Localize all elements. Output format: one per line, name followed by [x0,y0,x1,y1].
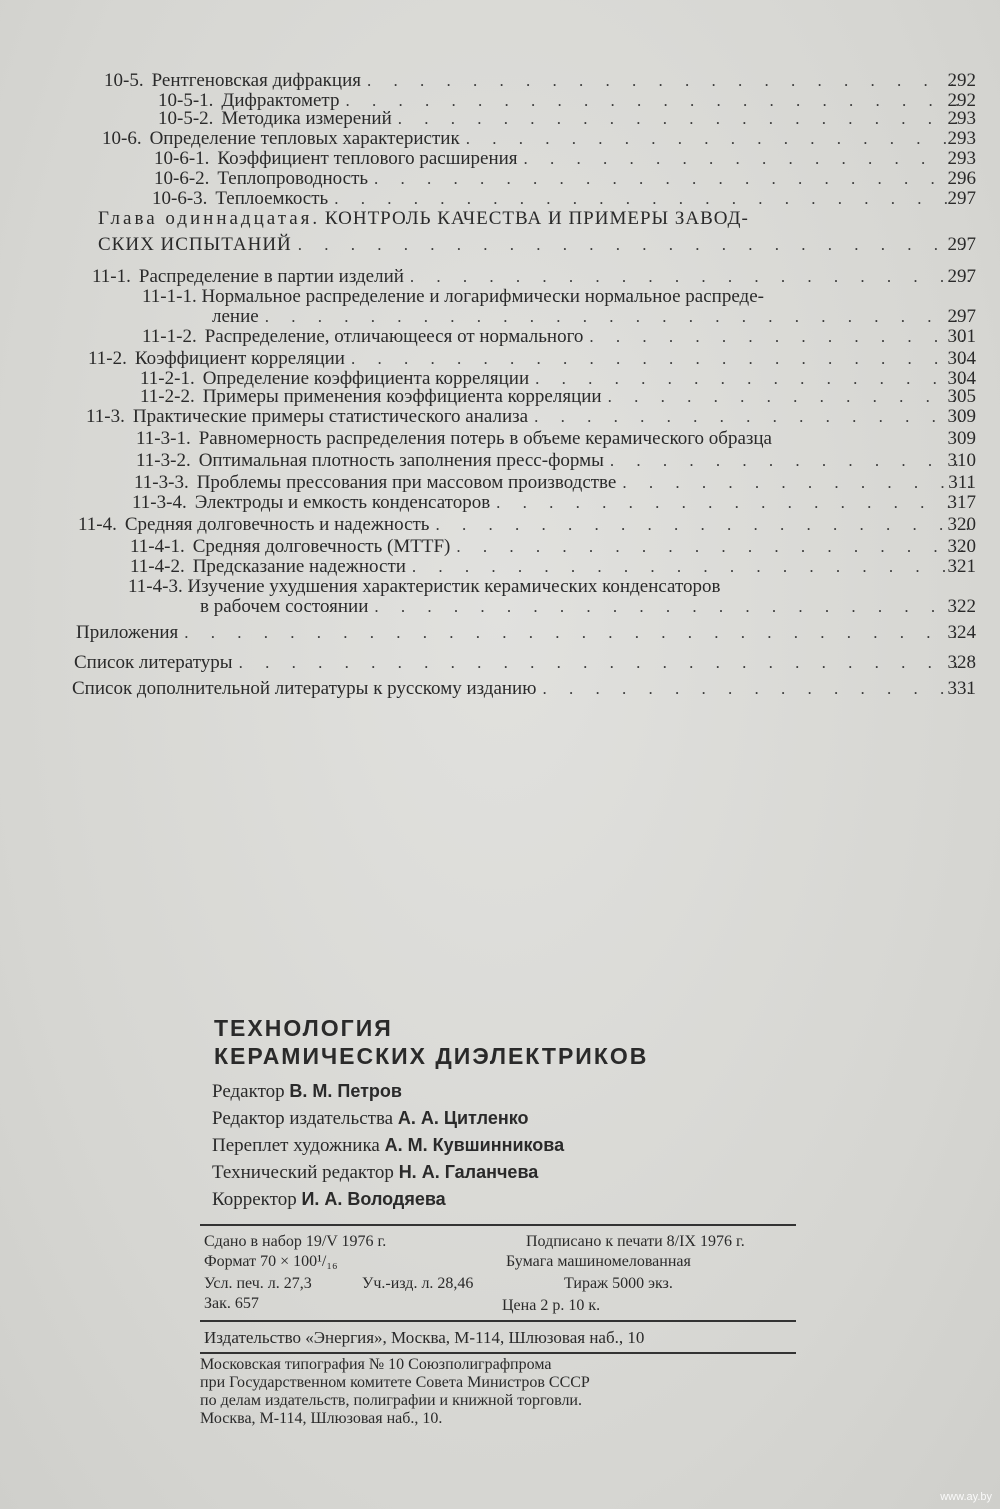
chapter-title-line2: СКИХ ИСПЫТАНИЙ [98,234,292,255]
toc-title: Методика измерений [221,108,392,129]
toc-page: 297 [947,188,976,209]
toc-page: 309 [947,428,976,449]
imprint-run: Тираж 5000 экз. [564,1275,673,1292]
toc-leader [398,108,970,130]
divider [200,1352,796,1354]
toc-title: Определение тепловых характеристик [149,128,460,149]
imprint-paper: Бумага машиномелованная [506,1253,691,1270]
toc-number: 11-3-3. [134,472,189,493]
toc-title: Проблемы прессования при массовом производстве [196,472,617,493]
toc-page: 322 [947,596,976,617]
toc-leader [412,556,970,578]
toc-number: 10-6. [102,128,142,149]
toc-entry-line1 [128,576,721,598]
toc-page: 304 [947,348,976,369]
credit-role: Редактор [212,1081,285,1102]
toc-leader [589,326,970,348]
toc-page: 311 [948,472,976,493]
toc-entry [104,70,976,92]
printer-line: Московская типография № 10 Союзполиграфпрома [200,1356,552,1373]
toc-leader [265,306,970,328]
toc-leader [608,386,970,408]
toc-leader [610,450,970,472]
toc-entry [154,148,976,170]
toc-page: 297 [947,306,976,327]
toc-leader [367,70,970,92]
toc-page: 321 [947,556,976,577]
toc-number: 10-5. [104,70,144,91]
credit-role: Корректор [212,1189,297,1210]
toc-entry [130,556,976,578]
toc-number: 11-1-2. [142,326,197,347]
toc-leader [542,678,970,700]
imprint-price: Цена 2 р. 10 к. [502,1297,601,1314]
toc-page: 296 [947,168,976,189]
toc-title: Изучение ухудшения характеристик керамических конденсаторов [187,576,721,597]
toc-number: 10-5-2. [158,108,214,129]
toc-entry [140,386,976,408]
toc-title: Средняя долговечность (MTTF) [192,536,451,557]
toc-entry [98,234,976,256]
imprint-signed: Подписано к печати 8/IX 1976 г. [526,1233,745,1250]
imprint-order: Зак. 657 [204,1295,259,1312]
chapter-heading [98,208,749,230]
chapter-title-line1: КОНТРОЛЬ КАЧЕСТВА И ПРИМЕРЫ ЗАВОД- [324,208,749,229]
credit-role: Технический редактор [212,1162,394,1183]
toc-title: Равномерность распределения потерь в объеме керамического образца [198,428,772,449]
toc-entry [88,348,976,370]
toc-number: 11-2. [88,348,127,369]
toc-page: 297 [947,234,976,255]
toc-number: 11-3-4. [132,492,187,513]
toc-title: в рабочем состоянии [200,596,369,617]
toc-leader [374,596,970,618]
credit-role: Редактор издательства [212,1108,394,1129]
toc-leader [239,652,970,674]
toc-title: Распределение в партии изделий [138,266,404,287]
credits-list [212,1078,564,1213]
printer-line: при Государственном комитете Совета Министров СССР [200,1374,590,1391]
toc-leader [456,536,970,558]
publisher-line: Издательство «Энергия», Москва, М-114, Шлюзовая наб., 10 [204,1328,645,1347]
toc-entry [130,536,976,558]
toc-title: Приложения [76,622,179,643]
toc-title: Электроды и емкость конденсаторов [194,492,491,513]
toc-entry [78,514,976,536]
credit-line [212,1132,564,1159]
toc-title: Коэффициент корреляции [134,348,345,369]
toc-page: 331 [947,678,976,699]
toc-entry [74,652,976,674]
toc-title: Определение коэффициента корреляции [202,368,530,389]
toc-title: Практические примеры статистического анализа [132,406,529,427]
book-title-line1: ТЕХНОЛОГИЯ [214,1015,393,1041]
book-title [214,1014,648,1070]
toc-page: 320 [947,536,976,557]
toc-number: 11-4-1. [130,536,185,557]
imprint-pub-sheets: Уч.-изд. л. 28,46 [362,1275,474,1292]
credit-name: А. А. Цитленко [397,1108,529,1128]
toc-page: 293 [947,128,976,149]
toc-number: 11-3-2. [136,450,191,471]
printer-info [200,1356,590,1428]
toc-entry [152,188,976,210]
printer-line: по делам издательств, полиграфии и книжной торговли. [200,1392,582,1409]
toc-entry [136,428,976,450]
toc-page: 304 [947,368,976,389]
toc-entry [212,306,976,328]
toc-number: 11-3. [86,406,125,427]
credit-line [212,1078,564,1105]
credit-line [212,1105,564,1132]
toc-number: 10-6-2. [154,168,210,189]
book-title-line2: КЕРАМИЧЕСКИХ ДИЭЛЕКТРИКОВ [214,1043,649,1069]
toc-number: 10-5-1. [158,90,214,111]
toc-title: Список литературы [74,652,233,673]
toc-title: Коэффициент теплового расширения [217,148,518,169]
toc-entry [158,108,976,130]
toc-leader [184,622,970,644]
toc-page: 320 [947,514,976,535]
toc-leader [622,472,970,494]
toc-entry [102,128,976,150]
toc-page: 324 [947,622,976,643]
toc-leader [351,348,970,370]
toc-number: 11-4. [78,514,117,535]
credit-line [212,1159,564,1186]
toc-title: Нормальное распределение и логарифмически нормальное распреде- [201,286,764,307]
toc-title: ление [212,306,259,327]
toc-entry [76,622,976,644]
imprint-typeset: Сдано в набор 19/V 1976 г. [204,1233,387,1250]
toc-number: 10-6-3. [152,188,208,209]
toc-page: 293 [947,148,976,169]
credit-role: Переплет художника [212,1135,380,1156]
toc-entry [142,326,976,348]
toc-number: 11-2-2. [140,386,195,407]
imprint-format: Формат 70 × 100¹/₁₆ [204,1253,338,1270]
toc-page: 305 [947,386,976,407]
toc-page: 310 [947,450,976,471]
toc-title: Средняя долговечность и надежность [124,514,430,535]
toc-leader [410,266,970,288]
toc-leader [524,148,970,170]
toc-leader [334,188,970,210]
toc-entry [86,406,976,428]
toc-leader [496,492,970,514]
credit-name: А. М. Кувшинникова [384,1135,565,1155]
toc-entry [154,168,976,190]
credit-name: Н. А. Галанчева [398,1162,539,1182]
watermark: www.ay.by [940,1491,992,1503]
toc-number: 11-4-3. [128,576,183,597]
toc-number: 11-1. [92,266,131,287]
toc-page: 301 [947,326,976,347]
divider [200,1320,796,1322]
toc-number: 11-3-1. [136,428,191,449]
toc-page: 292 [947,90,976,111]
toc-page: 297 [947,266,976,287]
printer-line: Москва, М-114, Шлюзовая наб., 10. [200,1410,443,1427]
credit-name: В. М. Петров [289,1081,402,1101]
toc-page: 328 [947,652,976,673]
toc-leader [435,514,970,536]
toc-page: 292 [947,70,976,91]
toc-title: Распределение, отличающееся от нормального [204,326,584,347]
toc-title: Дифрактометр [221,90,340,111]
imprint-sheets: Усл. печ. л. 27,3 [204,1275,312,1292]
toc-number: 10-6-1. [154,148,210,169]
toc-title: Предсказание надежности [192,556,406,577]
toc-entry [136,450,976,472]
toc-title: Рентгеновская дифракция [151,70,361,91]
toc-entry [92,266,976,288]
credit-name: И. А. Володяева [301,1189,446,1209]
toc-page: 293 [947,108,976,129]
toc-number: 11-4-2. [130,556,185,577]
toc-number: 11-2-1. [140,368,195,389]
toc-title: Список дополнительной литературы к русскому изданию [72,678,537,699]
toc-leader [466,128,970,150]
toc-entry [200,596,976,618]
toc-number: 11-1-1. [142,286,197,307]
toc-page: 309 [947,406,976,427]
toc-entry-line1 [142,286,764,308]
credit-line [212,1186,564,1213]
chapter-label: Глава одиннадцатая. [98,208,321,229]
toc-title: Теплопроводность [217,168,369,189]
toc-leader [298,234,970,256]
toc-leader [374,168,970,190]
toc-title: Теплоемкость [215,188,329,209]
toc-leader [534,406,970,428]
toc-entry [134,472,976,494]
divider [200,1224,796,1226]
toc-entry [132,492,976,514]
toc-title: Оптимальная плотность заполнения пресс-формы [198,450,604,471]
toc-title: Примеры применения коэффициента корреляции [202,386,602,407]
toc-page: 317 [947,492,976,513]
toc-entry [72,678,976,700]
